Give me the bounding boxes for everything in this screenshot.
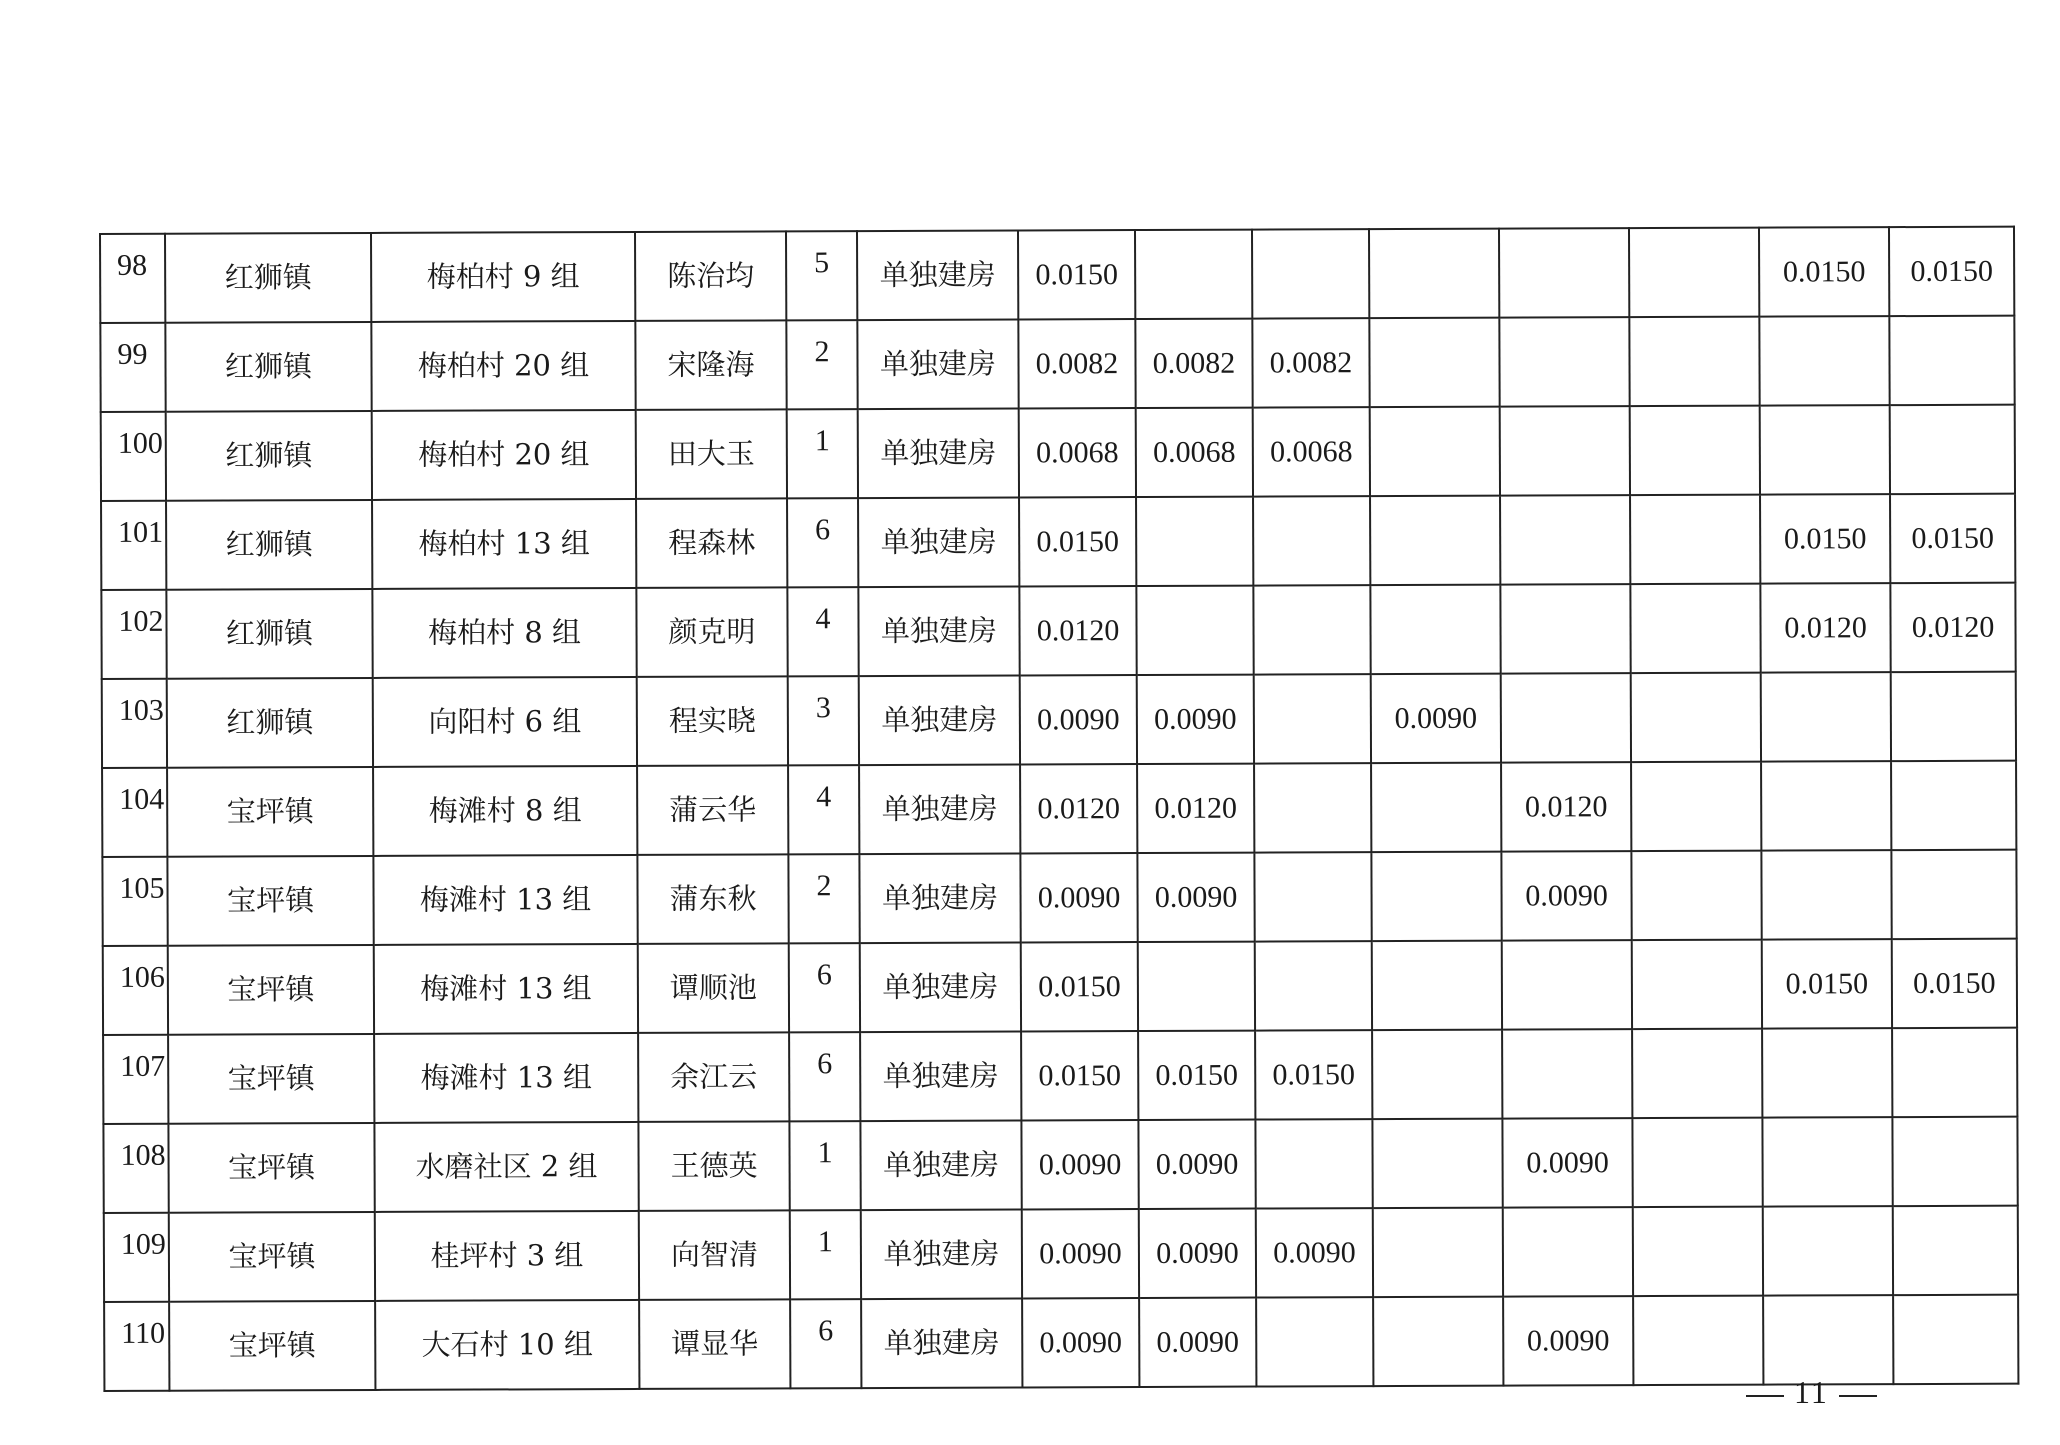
cell-area-value-7 [1762,1117,1892,1206]
cell-area-value-4 [1372,1119,1502,1208]
cell-town: 红狮镇 [167,678,373,768]
cell-area-value-2 [1136,497,1253,586]
cell-build-type: 单独建房 [861,1209,1022,1299]
cell-area-value-8: 0.0150 [1890,494,2015,583]
cell-serial-number: 105 [102,857,167,946]
cell-build-type: 单独建房 [859,675,1020,765]
cell-village-group: 梅滩村 8 组 [373,766,637,856]
cell-town: 红狮镇 [165,233,371,323]
land-use-table-sheet [99,226,2017,1363]
cell-area-value-5 [1499,317,1629,406]
cell-applicant-name: 程实晓 [637,676,788,766]
cell-village-group: 梅柏村 20 组 [372,410,636,500]
cell-town: 红狮镇 [166,589,372,679]
cell-serial-number: 102 [101,590,166,679]
cell-area-value-7 [1763,1206,1893,1295]
cell-household-size: 2 [788,854,859,943]
cell-area-value-4 [1371,763,1501,852]
cell-town: 宝坪镇 [168,945,374,1035]
cell-household-size: 3 [788,676,859,765]
cell-area-value-2: 0.0090 [1138,1120,1255,1209]
cell-area-value-8 [1891,672,2016,761]
cell-area-value-7: 0.0150 [1762,939,1892,1028]
table-row [101,494,2015,590]
cell-area-value-4 [1372,1030,1502,1119]
cell-area-value-5 [1502,940,1632,1029]
table-row [101,405,2015,501]
cell-area-value-3 [1255,941,1372,1030]
cell-town: 红狮镇 [166,500,372,590]
cell-town: 宝坪镇 [169,1301,375,1391]
cell-area-value-5 [1502,1029,1632,1118]
cell-village-group: 梅柏村 20 组 [371,321,635,411]
cell-area-value-5: 0.0090 [1501,851,1631,940]
cell-household-size: 4 [788,765,859,854]
cell-area-value-6 [1633,1207,1763,1296]
cell-area-value-5 [1503,1207,1633,1296]
cell-area-value-2 [1138,942,1255,1031]
cell-area-value-6 [1633,1296,1763,1385]
cell-area-value-4: 0.0090 [1371,674,1501,763]
cell-area-value-3 [1256,1297,1373,1386]
cell-area-value-2: 0.0090 [1139,1298,1256,1387]
cell-area-value-3 [1254,763,1371,852]
cell-serial-number: 100 [101,412,166,501]
cell-serial-number: 109 [104,1213,169,1302]
cell-applicant-name: 余江云 [638,1032,789,1122]
table-row [102,672,2016,768]
cell-area-value-7 [1761,850,1891,939]
cell-area-value-4 [1370,496,1500,585]
cell-area-value-4 [1369,318,1499,407]
cell-area-value-1: 0.0090 [1022,1298,1139,1387]
cell-area-value-1: 0.0150 [1021,1031,1138,1120]
table-row [102,761,2016,857]
cell-area-value-3: 0.0150 [1255,1030,1372,1119]
cell-area-value-1: 0.0150 [1021,942,1138,1031]
table-row [104,1295,2018,1391]
cell-area-value-7 [1761,761,1891,850]
table-body [100,227,2018,1391]
cell-applicant-name: 程森林 [636,498,787,588]
cell-area-value-5 [1500,495,1630,584]
cell-area-value-1: 0.0068 [1019,408,1136,497]
cell-area-value-8 [1892,1028,2017,1117]
cell-area-value-5 [1501,673,1631,762]
cell-serial-number: 108 [103,1124,168,1213]
table-row [101,583,2015,679]
cell-area-value-4 [1372,941,1502,1030]
cell-area-value-8: 0.0120 [1890,583,2015,672]
cell-area-value-6 [1632,1029,1762,1118]
table-row [104,1206,2018,1302]
cell-village-group: 大石村 10 组 [375,1300,639,1390]
cell-applicant-name: 宋隆海 [635,320,786,410]
cell-build-type: 单独建房 [858,408,1019,498]
cell-build-type: 单独建房 [858,586,1019,676]
cell-area-value-2: 0.0082 [1135,319,1252,408]
cell-area-value-5 [1499,228,1629,317]
cell-applicant-name: 陈治均 [635,231,786,321]
cell-area-value-8 [1892,1117,2017,1206]
cell-serial-number: 104 [102,768,167,857]
cell-serial-number: 110 [104,1302,169,1391]
cell-area-value-8: 0.0150 [1889,227,2014,316]
cell-town: 宝坪镇 [168,1034,374,1124]
cell-applicant-name: 王德英 [638,1121,789,1211]
cell-household-size: 1 [787,409,858,498]
cell-area-value-4 [1371,852,1501,941]
cell-town: 红狮镇 [165,322,371,412]
cell-area-value-4 [1370,585,1500,674]
cell-area-value-6 [1629,228,1759,317]
cell-village-group: 向阳村 6 组 [373,677,637,767]
cell-household-size: 1 [790,1210,861,1299]
cell-household-size: 6 [787,498,858,587]
cell-area-value-2: 0.0150 [1138,1031,1255,1120]
cell-town: 宝坪镇 [167,856,373,946]
cell-area-value-2 [1135,230,1252,319]
cell-area-value-6 [1631,851,1761,940]
cell-village-group: 梅滩村 13 组 [373,855,637,945]
cell-area-value-3 [1254,674,1371,763]
cell-village-group: 梅滩村 13 组 [374,1033,638,1123]
cell-area-value-4 [1373,1297,1503,1386]
cell-area-value-6 [1631,673,1761,762]
cell-serial-number: 107 [103,1035,168,1124]
land-use-table [99,226,2019,1392]
cell-serial-number: 98 [100,234,165,323]
cell-household-size: 6 [789,1032,860,1121]
cell-area-value-2: 0.0090 [1137,853,1254,942]
cell-applicant-name: 向智清 [639,1210,790,1300]
table-row [103,939,2017,1035]
cell-area-value-7 [1760,405,1890,494]
cell-area-value-8 [1893,1206,2018,1295]
cell-area-value-6 [1630,495,1760,584]
cell-area-value-2 [1136,586,1253,675]
cell-area-value-2: 0.0120 [1137,764,1254,853]
cell-area-value-8 [1891,761,2016,850]
cell-area-value-6 [1629,317,1759,406]
cell-town: 宝坪镇 [168,1123,374,1213]
cell-area-value-2: 0.0090 [1137,675,1254,764]
page-number-text: 11 [1794,1374,1829,1410]
cell-area-value-5: 0.0120 [1501,762,1631,851]
cell-area-value-5 [1500,584,1630,673]
cell-area-value-1: 0.0090 [1020,853,1137,942]
cell-area-value-6 [1630,406,1760,495]
cell-area-value-1: 0.0150 [1019,497,1136,586]
cell-area-value-8: 0.0150 [1892,939,2017,1028]
cell-household-size: 1 [789,1121,860,1210]
cell-applicant-name: 蒲东秋 [637,854,788,944]
cell-area-value-8 [1891,850,2016,939]
cell-serial-number: 103 [102,679,167,768]
cell-area-value-7 [1759,316,1889,405]
cell-area-value-1: 0.0120 [1020,764,1137,853]
cell-area-value-3 [1253,496,1370,585]
cell-household-size: 2 [786,320,857,409]
cell-household-size: 5 [786,231,857,320]
cell-town: 红狮镇 [166,411,372,501]
cell-area-value-5 [1500,406,1630,495]
cell-build-type: 单独建房 [859,764,1020,854]
page-number-left-dash [1746,1395,1784,1397]
cell-area-value-2: 0.0090 [1139,1209,1256,1298]
cell-area-value-7: 0.0120 [1760,583,1890,672]
cell-area-value-7 [1763,1295,1893,1384]
cell-area-value-5: 0.0090 [1503,1296,1633,1385]
cell-area-value-6 [1632,940,1762,1029]
cell-area-value-3: 0.0068 [1253,407,1370,496]
page-number [1736,1374,1887,1411]
table-row [100,316,2014,412]
cell-town: 宝坪镇 [167,767,373,857]
cell-serial-number: 101 [101,501,166,590]
table-row [103,1117,2017,1213]
cell-build-type: 单独建房 [858,497,1019,587]
cell-village-group: 梅柏村 13 组 [372,499,636,589]
cell-area-value-1: 0.0120 [1019,586,1136,675]
cell-area-value-1: 0.0090 [1022,1209,1139,1298]
cell-applicant-name: 谭顺池 [638,943,789,1033]
cell-area-value-2: 0.0068 [1136,408,1253,497]
cell-village-group: 梅柏村 8 组 [372,588,636,678]
cell-applicant-name: 蒲云华 [637,765,788,855]
cell-build-type: 单独建房 [857,230,1018,320]
cell-serial-number: 99 [100,323,165,412]
cell-household-size: 4 [787,587,858,676]
cell-serial-number: 106 [103,946,168,1035]
cell-area-value-7: 0.0150 [1760,494,1890,583]
cell-area-value-7 [1761,672,1891,761]
cell-village-group: 梅柏村 9 组 [371,232,635,322]
cell-applicant-name: 田大玉 [636,409,787,499]
cell-build-type: 单独建房 [861,1298,1022,1388]
cell-household-size: 6 [790,1299,861,1388]
cell-build-type: 单独建房 [860,942,1021,1032]
cell-area-value-4 [1369,229,1499,318]
cell-village-group: 桂坪村 3 组 [375,1211,639,1301]
page-number-right-dash [1839,1395,1877,1397]
cell-area-value-4 [1373,1208,1503,1297]
cell-area-value-4 [1370,407,1500,496]
cell-area-value-6 [1632,1118,1762,1207]
cell-area-value-3 [1253,585,1370,674]
cell-area-value-6 [1631,762,1761,851]
cell-area-value-3: 0.0082 [1252,318,1369,407]
cell-build-type: 单独建房 [859,853,1020,943]
cell-area-value-5: 0.0090 [1502,1118,1632,1207]
cell-area-value-1: 0.0150 [1018,230,1135,319]
cell-household-size: 6 [789,943,860,1032]
table-row [103,1028,2017,1124]
cell-area-value-3 [1255,1119,1372,1208]
cell-area-value-8 [1889,316,2014,405]
cell-build-type: 单独建房 [860,1120,1021,1210]
cell-applicant-name: 颜克明 [636,587,787,677]
cell-area-value-7 [1762,1028,1892,1117]
table-row [102,850,2016,946]
cell-town: 宝坪镇 [169,1212,375,1302]
cell-build-type: 单独建房 [860,1031,1021,1121]
cell-build-type: 单独建房 [857,319,1018,409]
cell-applicant-name: 谭显华 [639,1299,790,1389]
cell-area-value-8 [1893,1295,2018,1384]
cell-area-value-3 [1254,852,1371,941]
cell-area-value-3 [1252,229,1369,318]
cell-village-group: 水磨社区 2 组 [374,1122,638,1212]
cell-area-value-6 [1630,584,1760,673]
cell-area-value-7: 0.0150 [1759,227,1889,316]
table-row [100,227,2014,323]
cell-area-value-1: 0.0090 [1021,1120,1138,1209]
cell-area-value-1: 0.0090 [1020,675,1137,764]
cell-area-value-1: 0.0082 [1018,319,1135,408]
cell-village-group: 梅滩村 13 组 [374,944,638,1034]
cell-area-value-3: 0.0090 [1256,1208,1373,1297]
cell-area-value-8 [1890,405,2015,494]
